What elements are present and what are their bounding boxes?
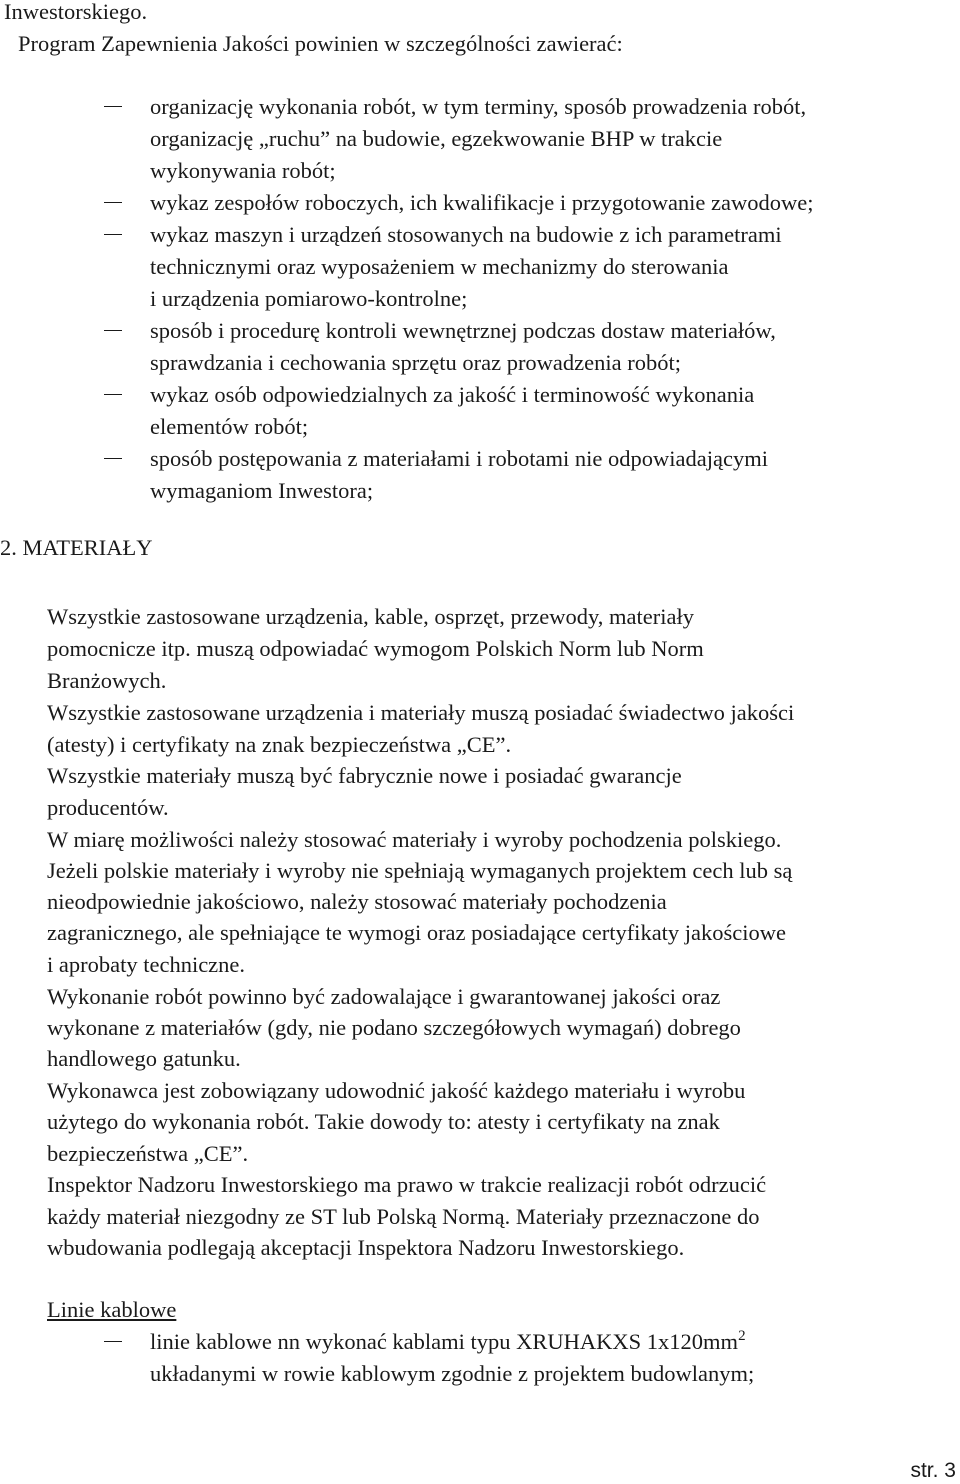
list-item-line: wykaz zespołów roboczych, ich kwalifikacje i przygotowanie zawodowe; (150, 190, 814, 215)
list-item-line: i urządzenia pomiarowo-kontrolne; (150, 286, 468, 311)
body-line: wbudowania podlegają akceptacji Inspektora Nadzoru Inwestorskiego. (47, 1235, 685, 1260)
body-line: Wszystkie materiały muszą być fabrycznie nowe i posiadać gwarancje (47, 763, 682, 788)
list-item-line: wykaz osób odpowiedzialnych za jakość i terminowość wykonania (150, 382, 755, 407)
dash-bullet (104, 234, 122, 235)
body-line: zagranicznego, ale spełniające te wymogi oraz posiadające certyfikaty jakościowe (47, 920, 787, 945)
list-item-line: wymaganiom Inwestora; (150, 478, 374, 503)
body-line: Wykonawca jest zobowiązany udowodnić jakość każdego materiału i wyrobu (47, 1078, 746, 1103)
body-line: i aprobaty techniczne. (47, 952, 246, 977)
body-line: producentów. (47, 795, 169, 820)
superscript-2: 2 (738, 1328, 746, 1344)
cables-item-line-1 (150, 1327, 746, 1357)
body-line: każdy materiał niezgodny ze ST lub Polską Normą. Materiały przeznaczone do (47, 1204, 760, 1229)
dash-bullet (104, 394, 122, 395)
list-item-line: sposób postępowania z materiałami i robotami nie odpowiadającymi (150, 446, 768, 471)
list-item-line: elementów robót; (150, 414, 309, 439)
body-line: Wykonanie robót powinno być zadowalające i gwarantowanej jakości oraz (47, 984, 721, 1009)
list-item-line: wykaz maszyn i urządzeń stosowanych na budowie z ich parametrami (150, 222, 782, 247)
list-item-line: organizację wykonania robót, w tym terminy, sposób prowadzenia robót, (150, 94, 807, 119)
body-line: handlowego gatunku. (47, 1046, 241, 1071)
body-line: wykonane z materiałów (gdy, nie podano szczegółowych wymagań) dobrego (47, 1015, 741, 1040)
dash-bullet (104, 202, 122, 203)
list-item-line: organizację „ruchu” na budowie, egzekwowanie BHP w trakcie (150, 126, 723, 151)
list-item-line: sprawdzania i cechowania sprzętu oraz prowadzenia robót; (150, 350, 682, 375)
page-number: str. 3 (910, 1459, 956, 1482)
dash-bullet (104, 458, 122, 459)
body-line: Wszystkie zastosowane urządzenia i materiały muszą posiadać świadectwo jakości (47, 700, 795, 725)
body-line: W miarę możliwości należy stosować materiały i wyroby pochodzenia polskiego. (47, 827, 782, 852)
body-line: bezpieczeństwa „CE”. (47, 1141, 249, 1166)
cables-heading: Linie kablowe (47, 1297, 177, 1322)
list-item-line: technicznymi oraz wyposażeniem w mechanizmy do sterowania (150, 254, 729, 279)
list-item-line: sposób i procedurę kontroli wewnętrznej podczas dostaw materiałów, (150, 318, 776, 343)
section-heading: 2. MATERIAŁY (0, 535, 153, 560)
dash-bullet (104, 330, 122, 331)
cables-item-line-2: układanymi w rowie kablowym zgodnie z projektem budowlanym; (150, 1361, 755, 1386)
body-line: pomocnicze itp. muszą odpowiadać wymogom Polskich Norm lub Norm (47, 636, 704, 661)
body-line: nieodpowiednie jakościowo, należy stosować materiały pochodzenia (47, 889, 667, 914)
body-line: (atesty) i certyfikaty na znak bezpieczeństwa „CE”. (47, 732, 512, 757)
body-line: Jeżeli polskie materiały i wyroby nie spełniają wymaganych projektem cech lub są (47, 858, 793, 883)
intro-line-1: Inwestorskiego. (4, 0, 148, 24)
body-line: Inspektor Nadzoru Inwestorskiego ma prawo w trakcie realizacji robót odrzucić (47, 1172, 767, 1197)
list-item-line: wykonywania robót; (150, 158, 336, 183)
intro-line-2: Program Zapewnienia Jakości powinien w szczególności zawierać: (18, 31, 623, 56)
cables-item-text: linie kablowe nn wykonać kablami typu XRUHAKXS 1x120mm (150, 1329, 739, 1354)
dash-bullet (104, 1341, 122, 1342)
body-line: Branżowych. (47, 668, 167, 693)
body-line: Wszystkie zastosowane urządzenia, kable, osprzęt, przewody, materiały (47, 604, 695, 629)
body-line: użytego do wykonania robót. Takie dowody to: atesty i certyfikaty na znak (47, 1109, 720, 1134)
dash-bullet (104, 106, 122, 107)
